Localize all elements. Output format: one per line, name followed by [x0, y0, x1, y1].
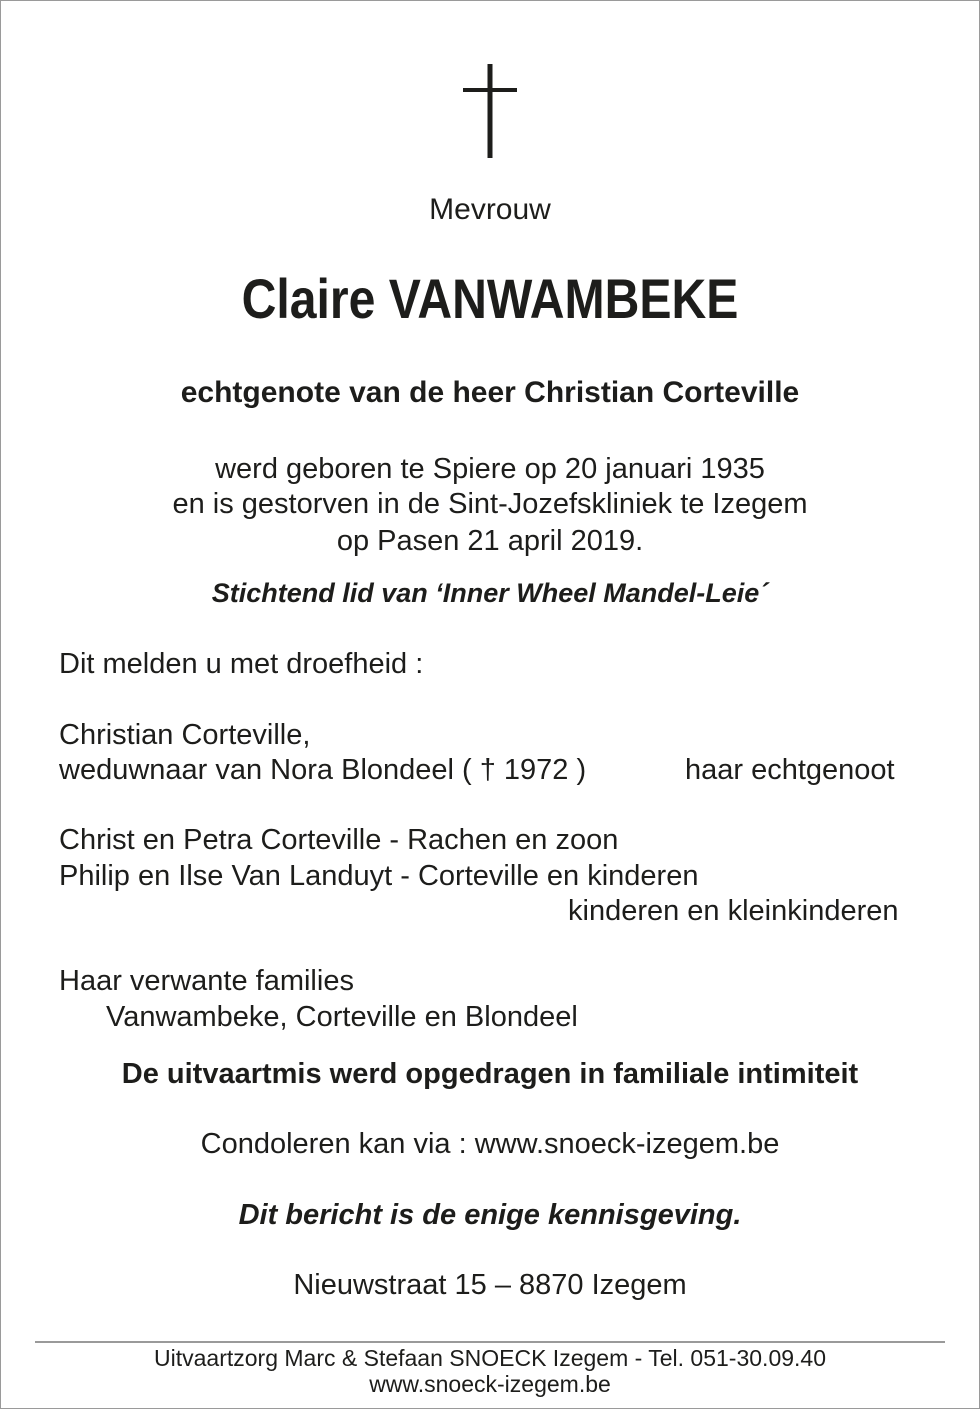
membership-line: Stichtend lid van ‘Inner Wheel Mandel-Leie´ — [211, 578, 769, 608]
mourner-line: Christ en Petra Corteville - Rachen en zoon — [59, 824, 619, 856]
relation-label: haar echtgenoot — [685, 754, 895, 786]
spouse-line: echtgenote van de heer Christian Corteville — [180, 376, 800, 409]
birth-line: werd geboren te Spiere op 20 januari 1935 — [215, 453, 765, 485]
mourner-line: Haar verwante families — [59, 965, 354, 997]
mourner-line: Christian Corteville, — [59, 719, 311, 751]
funeral-home-website: www.snoeck-izegem.be — [369, 1371, 611, 1397]
mourner-line: weduwnaar van Nora Blondeel ( † 1972 ) — [59, 754, 587, 786]
mourner-line: Philip en Ilse Van Landuyt - Corteville en kinderen — [59, 860, 699, 892]
condolence-line: Condoleren kan via : www.snoeck-izegem.be — [200, 1128, 780, 1160]
funeral-note: De uitvaartmis werd opgedragen in familiale intimiteit — [121, 1058, 859, 1090]
funeral-home-line: Uitvaartzorg Marc & Stefaan SNOECK Izegem - Tel. 051-30.09.40 — [154, 1345, 826, 1371]
relation-label: kinderen en kleinkinderen — [568, 895, 899, 927]
address-line: Nieuwstraat 15 – 8870 Izegem — [293, 1269, 687, 1301]
footer-divider — [35, 1341, 945, 1343]
death-date-line: op Pasen 21 april 2019. — [336, 525, 644, 557]
mourner-line: Vanwambeke, Corteville en Blondeel — [106, 1001, 578, 1033]
cross-icon — [460, 64, 520, 158]
announcement-intro: Dit melden u met droefheid : — [59, 648, 424, 680]
title-prefix: Mevrouw — [429, 193, 551, 226]
sole-notice-line: Dit bericht is de enige kennisgeving. — [238, 1199, 742, 1231]
death-line: en is gestorven in de Sint-Jozefskliniek te Izegem — [172, 488, 808, 520]
deceased-name: Claire VANWAMBEKE — [241, 267, 739, 330]
